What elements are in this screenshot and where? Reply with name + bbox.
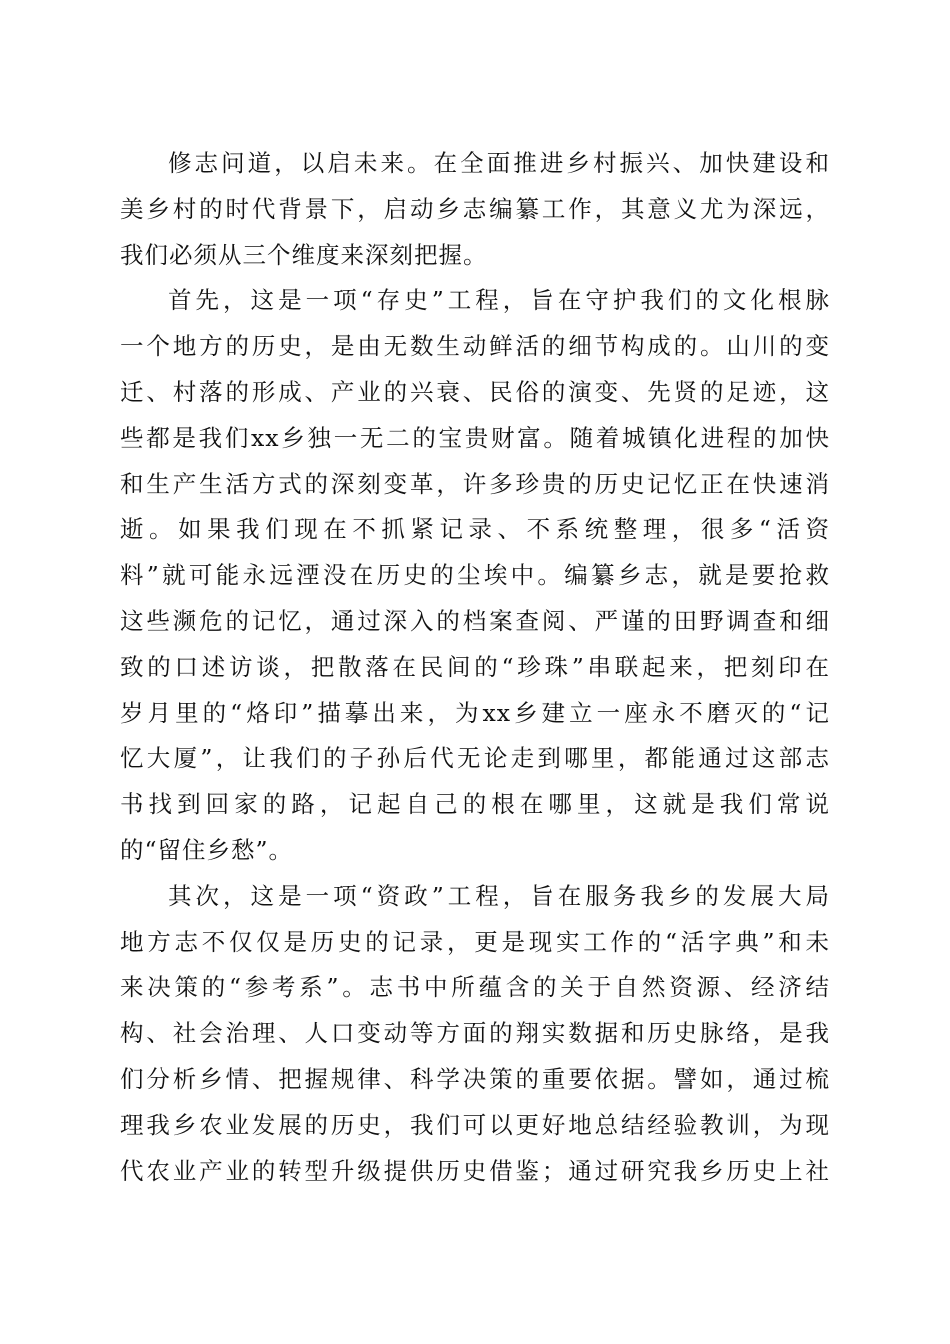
text-line: 我们必须从三个维度来深刻把握。 <box>120 240 488 269</box>
text-line: 代农业产业的转型升级提供历史借鉴；通过研究我乡历史上社 <box>120 1156 830 1185</box>
text-line: 和生产生活方式的深刻变革，许多珍贵的历史记忆正在快速消 <box>120 469 830 498</box>
text-line: 书找到回家的路，记起自己的根在哪里，这就是我们常说 <box>120 790 830 819</box>
text-line: 些都是我们xx乡独一无二的宝贵财富。随着城镇化进程的加快 <box>120 423 830 452</box>
text-line: 美乡村的时代背景下，启动乡志编纂工作，其意义尤为深远， <box>120 194 830 223</box>
text-line: 忆大厦”，让我们的子孙后代无论走到哪里，都能通过这部志 <box>120 744 830 773</box>
text-line: 地方志不仅仅是历史的记录，更是现实工作的“活字典”和未 <box>120 927 830 956</box>
text-line: 理我乡农业发展的历史，我们可以更好地总结经验教训，为现 <box>120 1110 830 1139</box>
text-line: 首先，这是一项“存史”工程，旨在守护我们的文化根脉 <box>168 286 830 315</box>
text-line: 的“留住乡愁”。 <box>120 835 294 864</box>
text-line: 来决策的“参考系”。志书中所蕴含的关于自然资源、经济结 <box>120 973 830 1002</box>
text-line: 逝。如果我们现在不抓紧记录、不系统整理，很多“活资 <box>120 515 830 544</box>
text-line: 这些濒危的记忆，通过深入的档案查阅、严谨的田野调查和细 <box>120 606 830 635</box>
text-line: 们分析乡情、把握规律、科学决策的重要依据。譬如，通过梳 <box>120 1064 830 1093</box>
text-line: 迁、村落的形成、产业的兴衰、民俗的演变、先贤的足迹，这 <box>120 377 830 406</box>
body-text <box>120 141 830 1194</box>
text-line: 一个地方的历史，是由无数生动鲜活的细节构成的。山川的变 <box>120 332 830 361</box>
text-line: 其次，这是一项“资政”工程，旨在服务我乡的发展大局 <box>168 881 830 910</box>
text-line: 构、社会治理、人口变动等方面的翔实数据和历史脉络，是我 <box>120 1019 830 1048</box>
text-line: 岁月里的“烙印”描摹出来，为xx乡建立一座永不磨灭的“记 <box>120 698 830 727</box>
text-line: 料”就可能永远湮没在历史的尘埃中。编纂乡志，就是要抢救 <box>120 561 830 590</box>
text-line: 致的口述访谈，把散落在民间的“珍珠”串联起来，把刻印在 <box>120 652 830 681</box>
text-line: 修志问道，以启未来。在全面推进乡村振兴、加快建设和 <box>168 149 830 177</box>
